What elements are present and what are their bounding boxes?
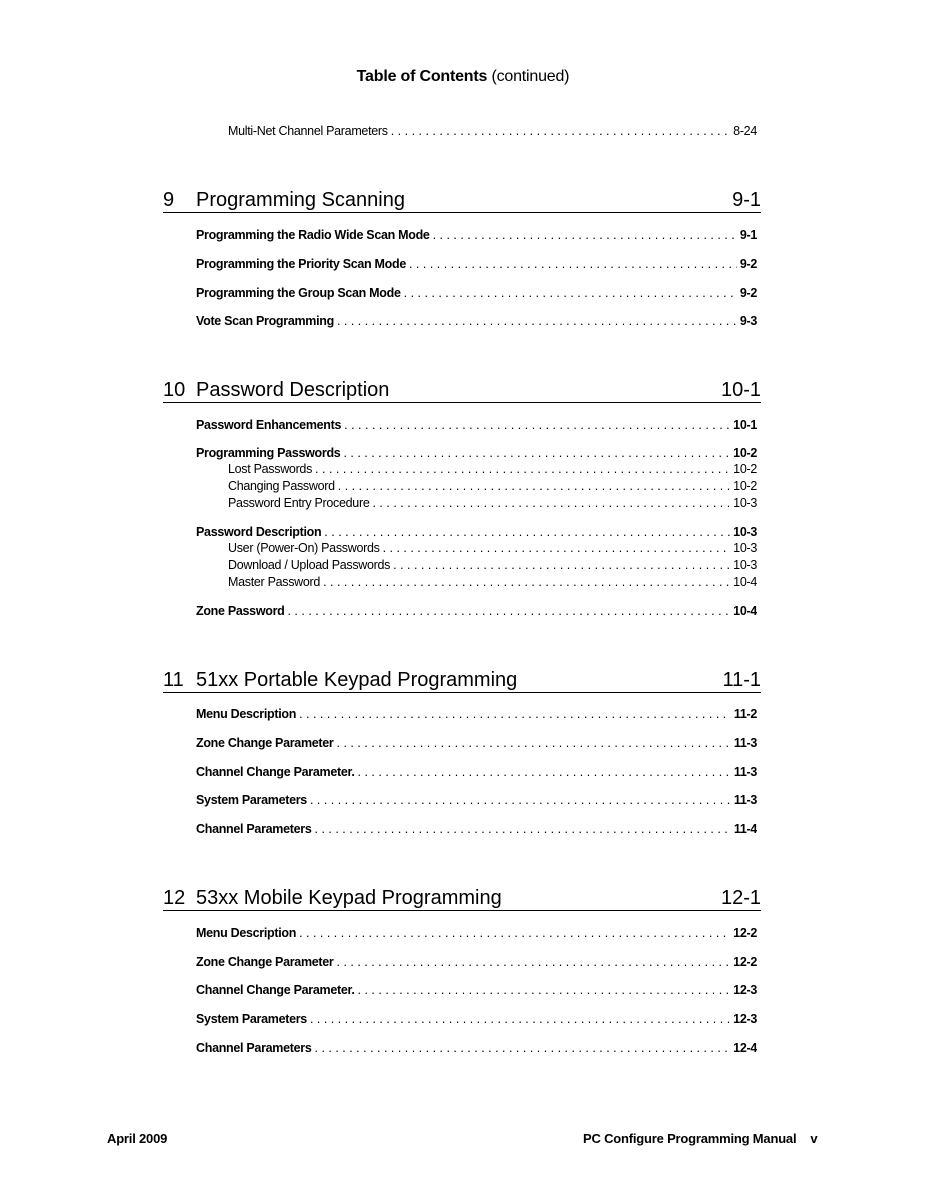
toc-entry-title: Channel Parameters (196, 1041, 312, 1055)
chapter-title: 51xx Portable Keypad Programming (196, 669, 518, 691)
toc-entry-title: Programming the Group Scan Mode (196, 286, 401, 300)
chapter-heading[interactable] (163, 186, 761, 213)
page-title-text: Table of Contents (356, 68, 488, 85)
toc-entry-page: 10-1 (733, 418, 757, 432)
chapter-page: 9-1 (732, 189, 761, 211)
toc-entry-page: 10-2 (733, 479, 757, 493)
dot-leader (299, 925, 730, 942)
toc-entry[interactable] (196, 792, 757, 809)
dot-leader (433, 227, 737, 244)
toc-entry-title: Download / Upload Passwords (228, 558, 391, 572)
footer-manual-title: PC Configure Programming Manual (583, 1131, 797, 1146)
chapter-title: Programming Scanning (196, 189, 405, 211)
footer-manual (583, 1131, 817, 1146)
dot-leader (337, 735, 731, 752)
toc-entry-page: 10-3 (733, 558, 757, 572)
dot-leader (409, 256, 737, 273)
dot-leader (338, 478, 730, 495)
toc-subentry[interactable] (228, 478, 757, 495)
toc-entry-page: 11-2 (733, 707, 757, 721)
chapter-number: 11 (163, 669, 184, 691)
dot-leader (299, 706, 731, 723)
toc-entry[interactable] (196, 925, 757, 942)
toc-entry-page: 10-3 (733, 496, 757, 510)
toc-entry[interactable] (196, 764, 757, 781)
toc-entry-title: Programming Passwords (196, 446, 341, 460)
toc-entry[interactable] (196, 603, 757, 620)
toc-entry-page: 12-3 (733, 983, 757, 997)
toc-entry-page: 8-24 (733, 124, 757, 138)
toc-entry-title: Programming the Priority Scan Mode (196, 257, 406, 271)
toc-entry[interactable] (196, 982, 757, 999)
toc-entry-title: System Parameters (196, 1012, 307, 1026)
toc-entry-title: Menu Description (196, 926, 297, 940)
dot-leader (324, 524, 730, 541)
toc-entry-title: Channel Parameters (196, 822, 312, 836)
dot-leader (358, 982, 731, 999)
page-title (0, 68, 926, 86)
dot-leader (343, 445, 730, 462)
dot-leader (315, 1040, 731, 1057)
chapter-page: 11-1 (722, 669, 761, 691)
toc-entry-title: Lost Passwords (228, 462, 313, 476)
toc-entry-title: Zone Change Parameter (196, 736, 334, 750)
toc-entry[interactable] (196, 445, 757, 462)
dot-leader (404, 285, 737, 302)
dot-leader (337, 313, 737, 330)
chapter-page: 10-1 (720, 379, 761, 401)
chapter-number: 10 (163, 379, 186, 401)
toc-subentry[interactable] (228, 574, 757, 591)
toc-entry-title: Zone Change Parameter (196, 955, 334, 969)
chapter-title: 53xx Mobile Keypad Programming (196, 887, 502, 909)
page-title-suffix: (continued) (491, 68, 570, 85)
chapter-number: 9 (163, 189, 175, 211)
toc-subentry[interactable] (228, 540, 757, 557)
toc-entry-page: 12-2 (733, 955, 757, 969)
chapter-heading[interactable] (163, 884, 761, 911)
toc-entry-page: 10-4 (733, 604, 757, 618)
toc-entry-title: User (Power-On) Passwords (228, 541, 380, 555)
footer-page-number: v (810, 1131, 818, 1146)
toc-entry-title: Multi-Net Channel Parameters (228, 124, 388, 138)
toc-entry[interactable] (196, 524, 757, 541)
dot-leader (337, 954, 731, 971)
footer-date: April 2009 (107, 1131, 168, 1146)
toc-entry[interactable] (196, 227, 757, 244)
dot-leader (323, 574, 730, 591)
toc-entry-page: 12-3 (733, 1012, 757, 1026)
toc-entry-page: 11-3 (733, 736, 757, 750)
chapter-heading[interactable] (163, 666, 761, 693)
toc-entry-title: Password Entry Procedure (228, 496, 370, 510)
toc-entry[interactable] (196, 1040, 757, 1057)
toc-subentry[interactable] (228, 557, 757, 574)
toc-subentry[interactable] (228, 495, 757, 512)
toc-entry-page: 9-1 (739, 228, 757, 242)
toc-entry-page: 9-2 (739, 257, 757, 271)
chapter-page: 12-1 (720, 887, 761, 909)
toc-entry[interactable] (196, 417, 757, 434)
toc-entry-title: Zone Password (196, 604, 285, 618)
toc-entry[interactable] (196, 313, 757, 330)
dot-leader (383, 540, 731, 557)
dot-leader (344, 417, 730, 434)
toc-entry-page: 9-3 (739, 314, 757, 328)
toc-entry-title: Password Enhancements (196, 418, 342, 432)
toc-entry[interactable] (228, 123, 757, 140)
toc-entry-title: Master Password (228, 575, 321, 589)
toc-entry[interactable] (196, 256, 757, 273)
toc-entry-title: Channel Change Parameter. (196, 983, 355, 997)
toc-entry-page: 10-2 (733, 462, 757, 476)
toc-entry-title: Changing Password (228, 479, 335, 493)
dot-leader (287, 603, 730, 620)
toc-entry-title: Vote Scan Programming (196, 314, 334, 328)
chapter-heading[interactable] (163, 376, 761, 403)
toc-entry-page: 12-2 (733, 926, 757, 940)
toc-entry-page: 11-3 (733, 765, 757, 779)
toc-entry[interactable] (196, 706, 757, 723)
toc-entry-page: 10-3 (733, 525, 757, 539)
toc-subentry[interactable] (228, 461, 757, 478)
toc-entry[interactable] (196, 821, 757, 838)
dot-leader (310, 792, 731, 809)
dot-leader (315, 821, 731, 838)
toc-entry[interactable] (196, 1011, 757, 1028)
toc-entry-title: Channel Change Parameter. (196, 765, 355, 779)
chapter-title: Password Description (196, 379, 390, 401)
dot-leader (391, 123, 730, 140)
dot-leader (315, 461, 730, 478)
toc-entry[interactable] (196, 954, 757, 971)
toc-entry-title: Menu Description (196, 707, 297, 721)
toc-entry-page: 10-4 (733, 575, 757, 589)
toc-entry-title: System Parameters (196, 793, 307, 807)
dot-leader (372, 495, 730, 512)
toc-entry-page: 10-2 (733, 446, 757, 460)
dot-leader (310, 1011, 730, 1028)
toc-entry-page: 10-3 (733, 541, 757, 555)
toc-entry[interactable] (196, 735, 757, 752)
toc-entry-page: 11-4 (733, 822, 757, 836)
toc-entry[interactable] (196, 285, 757, 302)
toc-entry-title: Programming the Radio Wide Scan Mode (196, 228, 430, 242)
dot-leader (358, 764, 731, 781)
toc-entry-title: Password Description (196, 525, 322, 539)
dot-leader (393, 557, 730, 574)
toc-entry-page: 11-3 (733, 793, 757, 807)
toc-entry-page: 12-4 (733, 1041, 757, 1055)
chapter-number: 12 (163, 887, 186, 909)
toc-entry-page: 9-2 (739, 286, 757, 300)
